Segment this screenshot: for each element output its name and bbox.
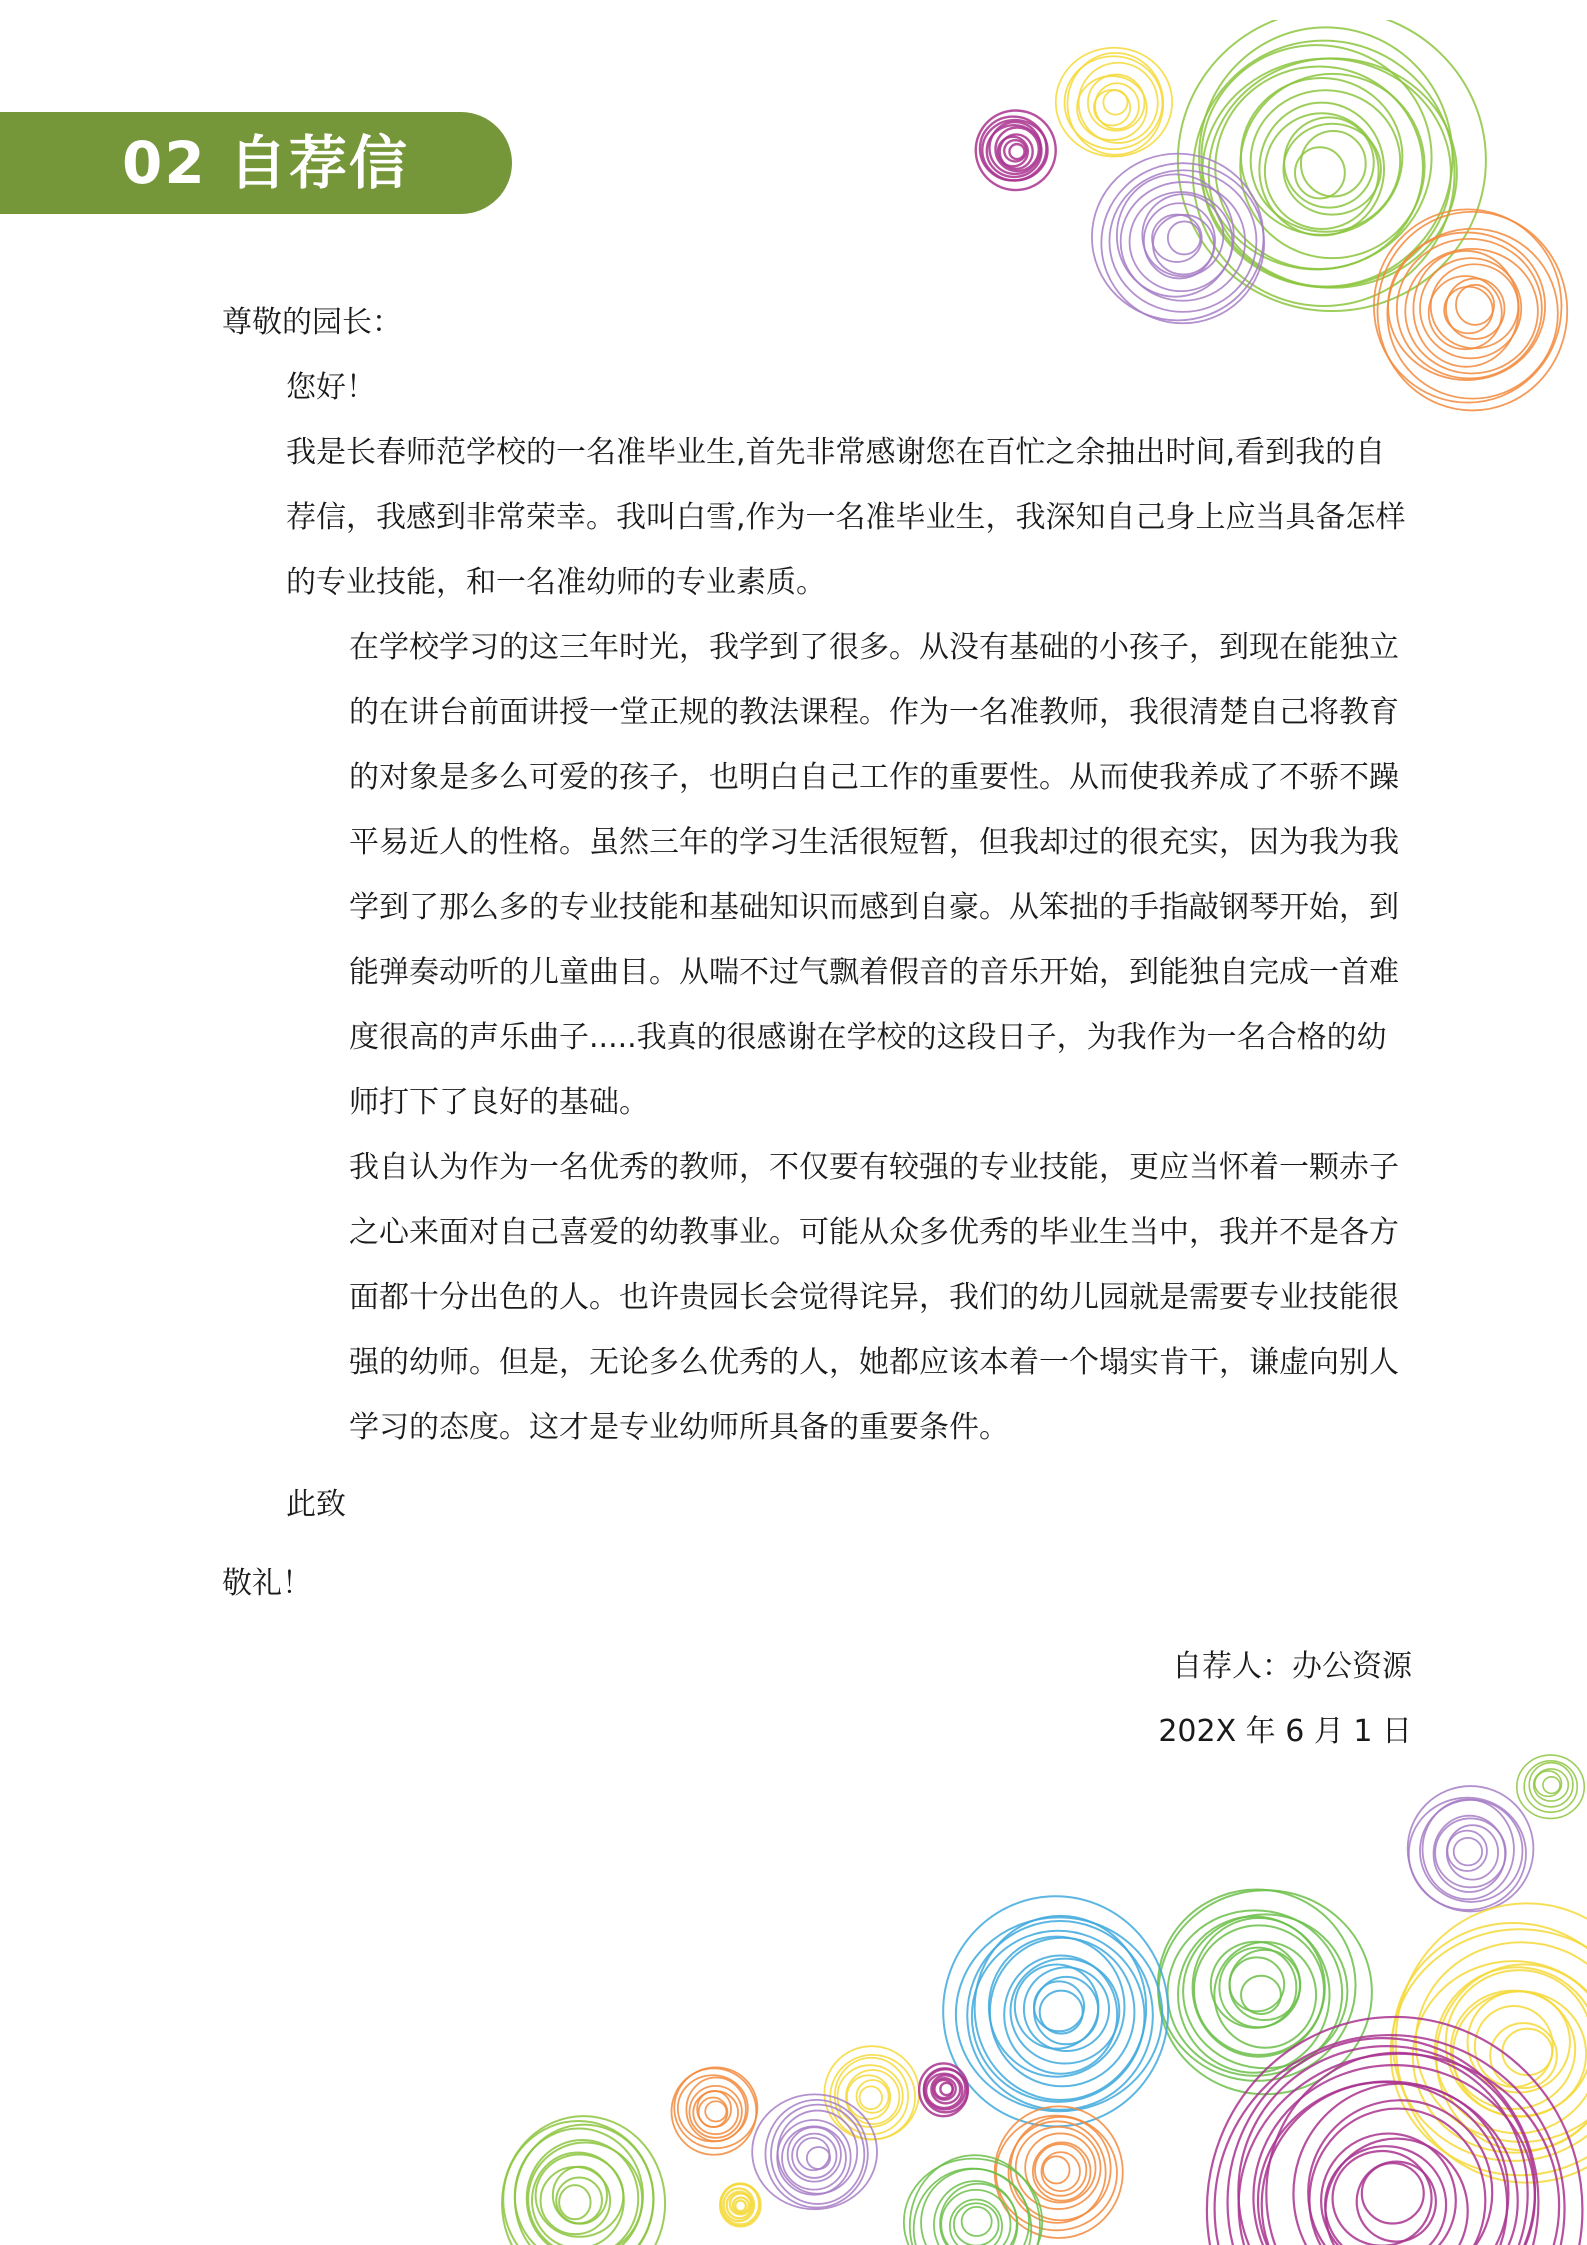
paragraph-3: 我自认为作为一名优秀的教师，不仅要有较强的专业技能，更应当怀着一颗赤子之心来面对自己喜爱的幼教事业。可能从众多优秀的毕业生当中，我并不是各方面都十分出色的人。也许贵园长会觉得诧异，我们的幼儿园就是需要专业技能很强的幼师。但是，无论多么优秀的人，她都应该本着一个塌实肯干，谦虚向别人学习的态度。这才是专业幼师所具备的重要条件。 (349, 1150, 1399, 1445)
scribble-circle (752, 2094, 877, 2209)
scribble-circle (671, 2067, 757, 2154)
paragraph-2: 在学校学习的这三年时光，我学到了很多。从没有基础的小孩子，到现在能独立的在讲台前面讲授一堂正规的教法课程。作为一名准教师，我很清楚自己将教育的对象是多么可爱的孩子，也明白自己工作的重要性。从而使我养成了不骄不躁平易近人的性格。虽然三年的学习生活很短暂，但我却过的很充实，因为我为我学到了那么多的专业技能和基础知识而感到自豪。从笨拙的手指敲钢琴开始，到能弹奏动听的儿童曲目。从喘不过气飘着假音的音乐开始，到能独自完成一首难度很高的声乐曲子.....我真的很感谢在学校的这段日子，为我作为一名合格的幼师打下了良好的基础。 (349, 630, 1399, 1120)
scribble-circle (824, 2046, 919, 2139)
letter-body (222, 290, 1412, 1764)
signature: 自荐人：办公资源 (1172, 1649, 1412, 1684)
scribble-circle (720, 2184, 761, 2227)
greeting: 您好！ (286, 370, 376, 405)
salutation: 尊敬的园长： (222, 305, 402, 340)
scribble-circle (502, 2116, 665, 2245)
scribble-circle (943, 1896, 1168, 2126)
scribble-circle (1408, 1786, 1534, 1911)
scribble-circle (1207, 2017, 1583, 2245)
paragraph-1: 我是长春师范学校的一名准毕业生,首先非常感谢您在百忙之余抽出时间,看到我的自荐信，我感到非常荣幸。我叫白雪,作为一名准毕业生，我深知自己身上应当具备怎样的专业技能，和一名准幼师的专业素质。 (286, 435, 1406, 600)
date: 202X 年 6 月 1 日 (1158, 1714, 1412, 1749)
scribble-circle (1056, 48, 1172, 157)
scribble-circle (919, 2063, 968, 2116)
scribble-circle (995, 2106, 1123, 2238)
scribble-circle (1517, 1755, 1584, 1818)
closing: 此致 (286, 1487, 346, 1522)
decorative-scribble-circles-bottom (460, 1730, 1587, 2245)
page-title: 02 自荐信 (122, 129, 409, 197)
scribble-circle (976, 110, 1056, 190)
regards: 敬礼！ (222, 1566, 312, 1601)
